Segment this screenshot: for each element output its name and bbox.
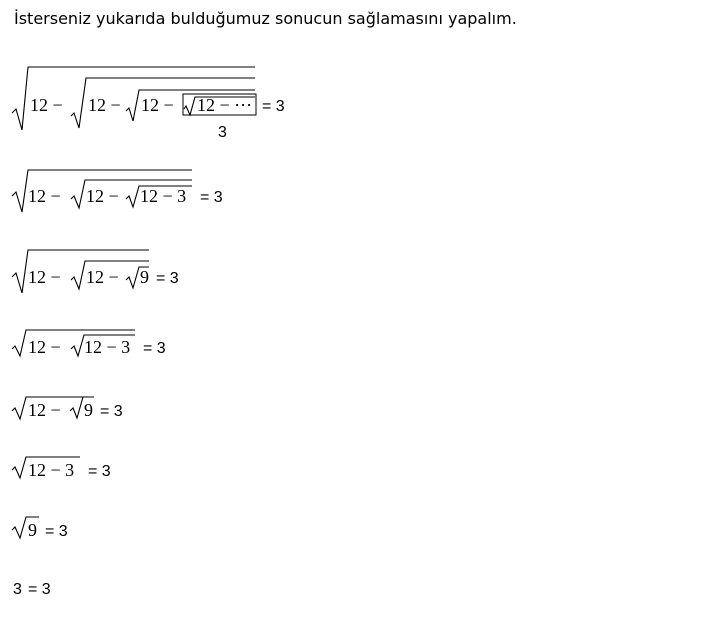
- term: 12 −: [30, 95, 63, 115]
- term: 12 − 3: [140, 186, 187, 206]
- term: 9: [28, 520, 37, 540]
- value-below-box: 3: [218, 124, 227, 141]
- right-hand-side: = 3: [143, 340, 166, 357]
- term: 12 −: [28, 337, 61, 357]
- term: 12 − ⋯: [197, 95, 253, 115]
- right-hand-side: = 3: [88, 463, 111, 480]
- term: 9: [84, 400, 93, 420]
- right-hand-side: = 3: [45, 523, 68, 540]
- term: 12 −: [88, 95, 121, 115]
- term: 12 −: [28, 400, 61, 420]
- right-hand-side: = 3: [200, 189, 223, 206]
- term: 12 −: [28, 186, 61, 206]
- term: 12 −: [28, 267, 61, 287]
- right-hand-side: = 3: [262, 98, 285, 115]
- term: 12 − 3: [28, 460, 75, 480]
- left-hand-side: 3: [13, 581, 22, 598]
- term: 12 −: [86, 186, 119, 206]
- term: 9: [140, 267, 149, 287]
- right-hand-side: = 3: [156, 270, 179, 287]
- term: 12 −: [86, 267, 119, 287]
- right-hand-side: = 3: [100, 403, 123, 420]
- term: 12 −: [141, 95, 174, 115]
- right-hand-side: = 3: [28, 581, 51, 598]
- term: 12 − 3: [84, 337, 131, 357]
- intro-sentence: İsterseniz yukarıda bulduğumuz sonucun sağlamasını yapalım.: [14, 9, 517, 28]
